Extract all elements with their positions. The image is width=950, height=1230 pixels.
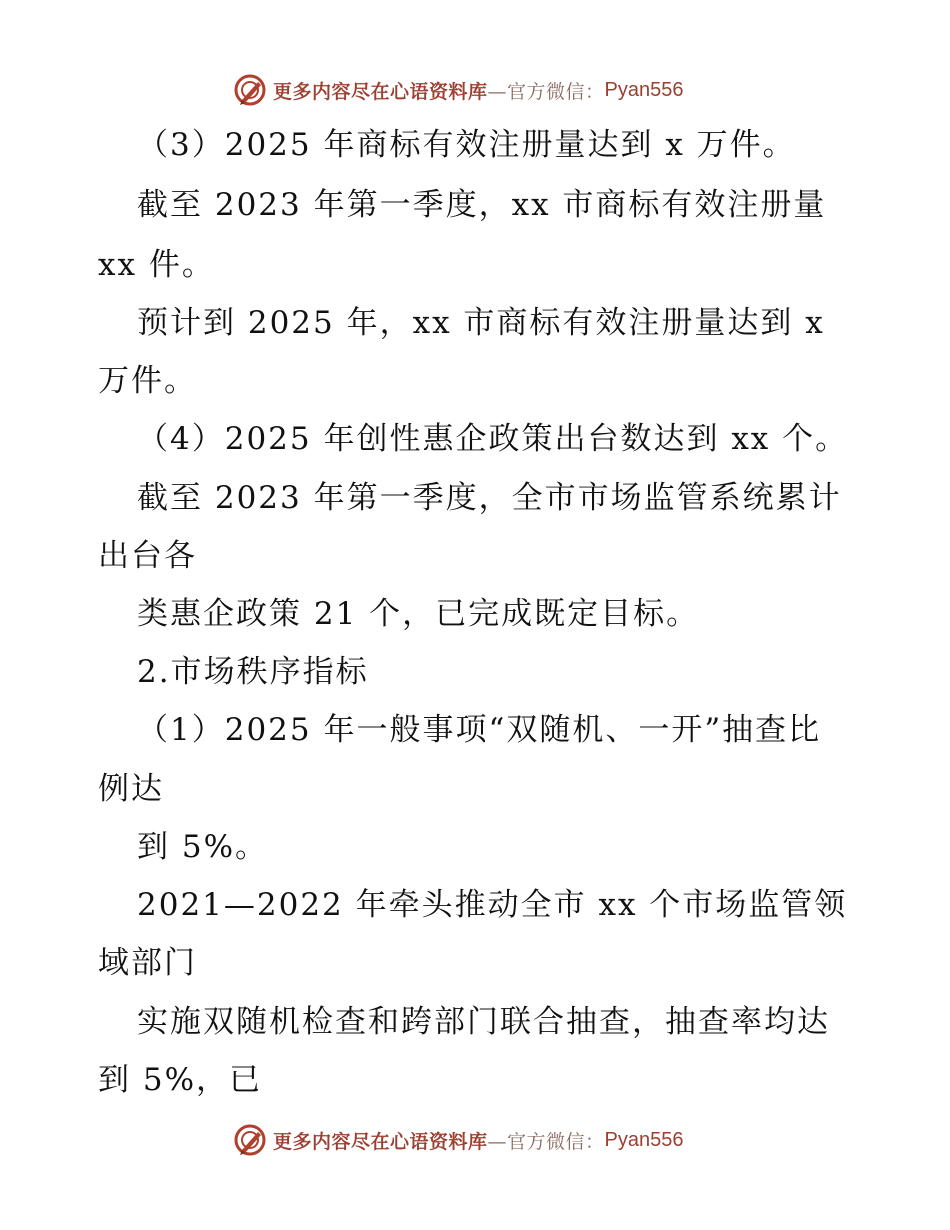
paragraph-line: 到 5%，已 [98, 1062, 263, 1098]
paragraph-line: （3）2025 年商标有效注册量达到 x 万件。 [137, 127, 796, 163]
section-heading: 2.市场秩序指标 [137, 654, 369, 690]
paragraph-line: 万件。 [98, 363, 197, 399]
footer-watermark [233, 1123, 684, 1157]
pen-logo-icon [233, 1123, 267, 1157]
paragraph-line: 实施双随机检查和跨部门联合抽查，抽查率均达 [137, 1004, 830, 1040]
paragraph-line: 截至 2023 年第一季度，全市市场监管系统累计 [137, 480, 842, 516]
pen-logo-icon [233, 73, 267, 107]
paragraph-line: xx 件。 [98, 247, 215, 283]
paragraph-line: 预计到 2025 年，xx 市商标有效注册量达到 x [137, 305, 825, 341]
watermark-text: 更多内容尽在心语资料库 [273, 80, 488, 103]
watermark-official-label: —官方微信： [487, 80, 605, 103]
header-watermark [233, 73, 684, 107]
paragraph-line: 2021—2022 年牵头推动全市 xx 个市场监管领 [137, 887, 848, 923]
paragraph-line: 出台各 [98, 538, 197, 574]
paragraph-line: 类惠企政策 21 个，已完成既定目标。 [137, 596, 700, 632]
paragraph-line: （4）2025 年创性惠企政策出台数达到 xx 个。 [137, 421, 849, 457]
watermark-official-label: —官方微信： [487, 1130, 605, 1153]
paragraph-line: 域部门 [98, 945, 197, 981]
paragraph-line: （1）2025 年一般事项“双随机、一开”抽查比 [137, 712, 822, 748]
paragraph-line: 例达 [98, 771, 164, 807]
watermark-wechat-id: Pyan556 [604, 1128, 684, 1151]
paragraph-line: 截至 2023 年第一季度，xx 市商标有效注册量 [137, 187, 827, 223]
watermark-wechat-id: Pyan556 [604, 78, 684, 101]
paragraph-line: 到 5%。 [137, 829, 269, 865]
watermark-text: 更多内容尽在心语资料库 [273, 1130, 488, 1153]
